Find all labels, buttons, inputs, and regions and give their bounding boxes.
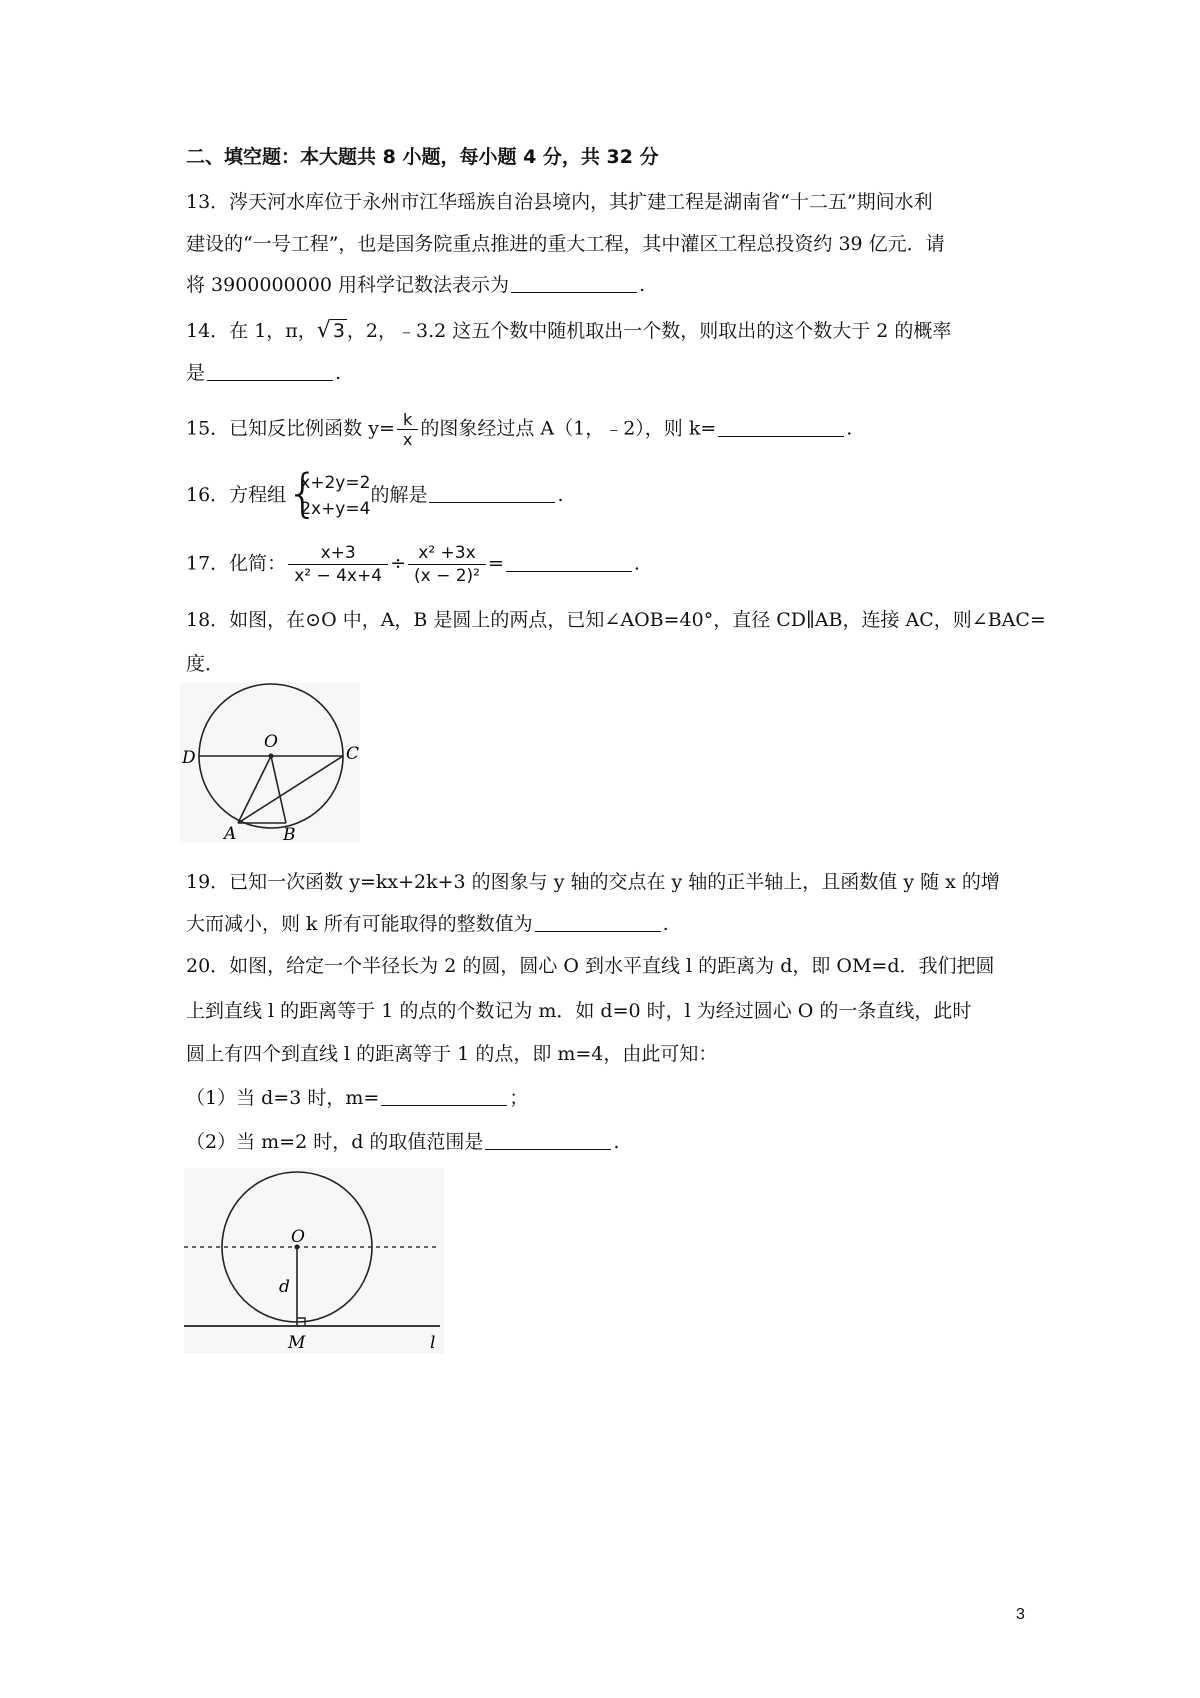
q18-line2: 度． (186, 653, 225, 675)
q20-part1-text: （1）当 d=3 时，m= (186, 1087, 380, 1109)
q17-equals: = (488, 552, 504, 575)
q16-suffix: 的解是 (370, 484, 428, 506)
q20-part1-end: ； (509, 1087, 529, 1109)
q14-line2 (186, 359, 341, 387)
q14-sqrt: √ 3 (316, 318, 345, 343)
q20-part2-end: . (613, 1131, 620, 1153)
q16-answer-blank[interactable] (429, 484, 555, 503)
q17-divide-op: ÷ (390, 552, 406, 575)
q20-part2-answer-blank[interactable] (485, 1131, 611, 1150)
section-heading: 二、填空题：本大题共 8 小题，每小题 4 分，共 32 分 (186, 146, 659, 168)
label-o: O (291, 1227, 305, 1247)
q17-fraction-1 (288, 542, 388, 587)
q13-line1: 13．涔天河水库位于永州市江华瑶族自治县境内，其扩建工程是湖南省“十二五”期间水利 (186, 191, 933, 213)
q13-answer-blank[interactable] (511, 274, 637, 293)
q20-part1 (186, 1084, 528, 1112)
q14-sqrt-radicand: 3 (332, 320, 345, 342)
q19-answer-blank[interactable] (535, 913, 661, 932)
q19-end: . (662, 913, 669, 935)
label-c: C (346, 744, 360, 764)
label-d: d (279, 1277, 290, 1297)
q20-part2-text: （2）当 m=2 时，d 的取值范围是 (186, 1131, 484, 1153)
q20-line3: 圆上有四个到直线 l 的距离等于 1 的点，即 m=4，由此可知： (186, 1043, 718, 1065)
q15-suffix: 的图象经过点 A（1，﹣2），则 k= (420, 417, 717, 440)
q17-answer-blank[interactable] (506, 553, 632, 572)
label-m: M (288, 1333, 306, 1353)
q14-line1 (186, 317, 951, 345)
q19-text: 大而减小，则 k 所有可能取得的整数值为 (186, 913, 533, 935)
label-a: A (224, 824, 237, 843)
label-o: O (264, 732, 278, 752)
q16-eq1: x+2y=2 (300, 473, 371, 493)
q13-line2: 建设的“一号工程”，也是国务院重点推进的重大工程，其中灌区工程总投资约 39 亿元．请 (186, 233, 945, 255)
q13-text: 将 3900000000 用科学记数法表示为 (186, 274, 509, 296)
q14-end: . (335, 362, 342, 384)
q17-prefix: 17．化简： (186, 552, 287, 575)
q15-frac-num: k (397, 410, 418, 430)
q19-line1: 19．已知一次函数 y=kx+2k+3 的图象与 y 轴的交点在 y 轴的正半轴上，且函数值 y 随 x 的增 (186, 871, 1000, 893)
q13-end: . (638, 274, 646, 296)
label-b: B (283, 825, 296, 843)
q16-eq2: 2x+y=4 (300, 499, 371, 519)
q17-f1-num: x+3 (288, 542, 388, 565)
q17-line (186, 542, 640, 587)
label-l: l (430, 1333, 436, 1353)
q17-f1-den: x² − 4x+4 (294, 566, 383, 586)
q19-line2 (186, 910, 669, 938)
q20-part2 (186, 1128, 619, 1156)
q17-end: . (633, 552, 640, 575)
q20-part1-answer-blank[interactable] (381, 1087, 507, 1106)
q15-answer-blank[interactable] (718, 418, 844, 437)
q16-end: . (557, 484, 564, 506)
q14-text2: 是 (186, 362, 206, 384)
q15-fraction (397, 410, 418, 449)
q17-f2-num: x² +3x (408, 542, 486, 565)
q14-prefix: 14．在 1，π， (186, 320, 317, 342)
q15-end: . (846, 417, 853, 440)
q20-line1: 20．如图，给定一个半径长为 2 的圆，圆心 O 到水平直线 l 的距离为 d，即 OM=d．我们把圆 (186, 955, 995, 977)
brace-icon: { (286, 464, 320, 524)
q17-f2-den: (x − 2)² (413, 566, 480, 586)
q18-circle-figure (180, 683, 360, 843)
q18-line1: 18．如图，在⊙O 中，A，B 是圆上的两点，已知∠AOB=40°，直径 CD∥AB，连接 AC，则∠BAC= (186, 609, 1046, 631)
q20-line-circle-figure (184, 1168, 444, 1354)
q15-frac-den: x (402, 430, 413, 449)
page-number: 3 (1016, 1606, 1025, 1623)
q16-prefix: 16．方程组 (186, 484, 287, 506)
q16-equation-system (286, 464, 371, 524)
q20-line2: 上到直线 l 的距离等于 1 的点的个数记为 m．如 d=0 时，l 为经过圆心 O 的一条直线，此时 (186, 1000, 972, 1022)
center-point-o (269, 754, 274, 759)
q15-prefix: 15．已知反比例函数 y= (186, 417, 395, 440)
q17-fraction-2 (408, 542, 486, 587)
q14-suffix: ，2，﹣3.2 这五个数中随机取出一个数，则取出的这个数大于 2 的概率 (346, 320, 952, 342)
label-d: D (182, 748, 196, 768)
q15-line (186, 410, 852, 449)
q14-answer-blank[interactable] (207, 362, 333, 381)
q16-line (186, 464, 564, 524)
q13-line3 (186, 271, 645, 299)
